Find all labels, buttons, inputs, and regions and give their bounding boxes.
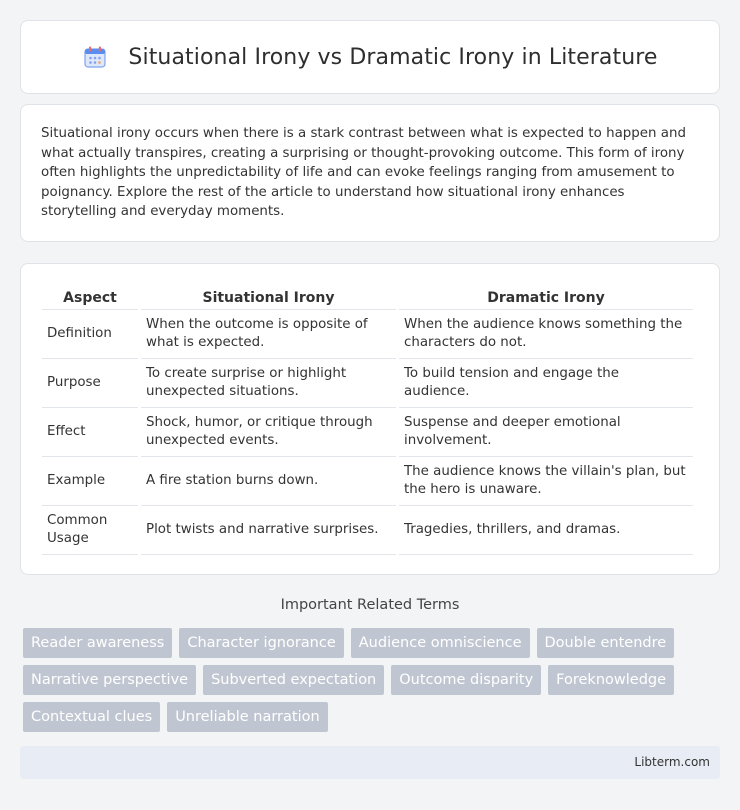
intro-card bbox=[20, 104, 720, 242]
tag-subverted-expectation[interactable]: Subverted expectation bbox=[203, 665, 384, 695]
row-dramatic: Suspense and deeper emotional involvement. bbox=[399, 408, 693, 457]
related-terms-tags bbox=[23, 628, 723, 739]
row-situational: To create surprise or highlight unexpected situations. bbox=[141, 359, 396, 408]
tag-contextual-clues[interactable]: Contextual clues bbox=[23, 702, 160, 732]
row-dramatic: When the audience knows something the characters do not. bbox=[399, 310, 693, 359]
calendar-icon bbox=[82, 44, 108, 70]
row-aspect: Common Usage bbox=[42, 506, 138, 555]
row-dramatic: To build tension and engage the audience. bbox=[399, 359, 693, 408]
row-situational: Plot twists and narrative surprises. bbox=[141, 506, 396, 555]
tag-reader-awareness[interactable]: Reader awareness bbox=[23, 628, 172, 658]
table-row bbox=[42, 506, 693, 555]
header-aspect: Aspect bbox=[42, 284, 138, 310]
comparison-table bbox=[39, 284, 696, 555]
row-aspect: Example bbox=[42, 457, 138, 506]
tag-narrative-perspective[interactable]: Narrative perspective bbox=[23, 665, 196, 695]
row-aspect: Effect bbox=[42, 408, 138, 457]
tag-row bbox=[23, 665, 723, 695]
table-row bbox=[42, 408, 693, 457]
tag-row bbox=[23, 702, 723, 732]
tag-audience-omniscience[interactable]: Audience omniscience bbox=[351, 628, 530, 658]
table-row bbox=[42, 359, 693, 408]
row-aspect: Definition bbox=[42, 310, 138, 359]
comparison-card bbox=[20, 263, 720, 575]
row-dramatic: Tragedies, thrillers, and dramas. bbox=[399, 506, 693, 555]
tag-outcome-disparity[interactable]: Outcome disparity bbox=[391, 665, 541, 695]
tag-foreknowledge[interactable]: Foreknowledge bbox=[548, 665, 674, 695]
tag-unreliable-narration[interactable]: Unreliable narration bbox=[167, 702, 327, 732]
row-situational: A fire station burns down. bbox=[141, 457, 396, 506]
intro-paragraph: Situational irony occurs when there is a stark contrast between what is expected to happen and what actually transpires, creating a surprising or thought-provoking outcome. This form of irony often highlights the unpredictability of life and can evoke feelings ranging from amusement to poignancy. Explore the rest of the article to understand how situational irony enhances storytelling and everyday moments. bbox=[41, 126, 686, 220]
table-row bbox=[42, 457, 693, 506]
row-situational: Shock, humor, or critique through unexpected events. bbox=[141, 408, 396, 457]
footer-site-link[interactable]: Libterm.com bbox=[634, 755, 710, 769]
footer bbox=[20, 746, 720, 779]
row-dramatic: The audience knows the villain's plan, but the hero is unaware. bbox=[399, 457, 693, 506]
page-title: Situational Irony vs Dramatic Irony in Literature bbox=[128, 44, 658, 70]
row-situational: When the outcome is opposite of what is expected. bbox=[141, 310, 396, 359]
tag-double-entendre[interactable]: Double entendre bbox=[537, 628, 675, 658]
header-card bbox=[20, 20, 720, 94]
title-wrap bbox=[82, 44, 657, 70]
tag-character-ignorance[interactable]: Character ignorance bbox=[179, 628, 343, 658]
header-situational: Situational Irony bbox=[141, 284, 396, 310]
table-header-row bbox=[42, 284, 693, 310]
related-terms-title: Important Related Terms bbox=[280, 597, 460, 613]
tag-row bbox=[23, 628, 723, 658]
table-row bbox=[42, 310, 693, 359]
header-dramatic: Dramatic Irony bbox=[399, 284, 693, 310]
row-aspect: Purpose bbox=[42, 359, 138, 408]
